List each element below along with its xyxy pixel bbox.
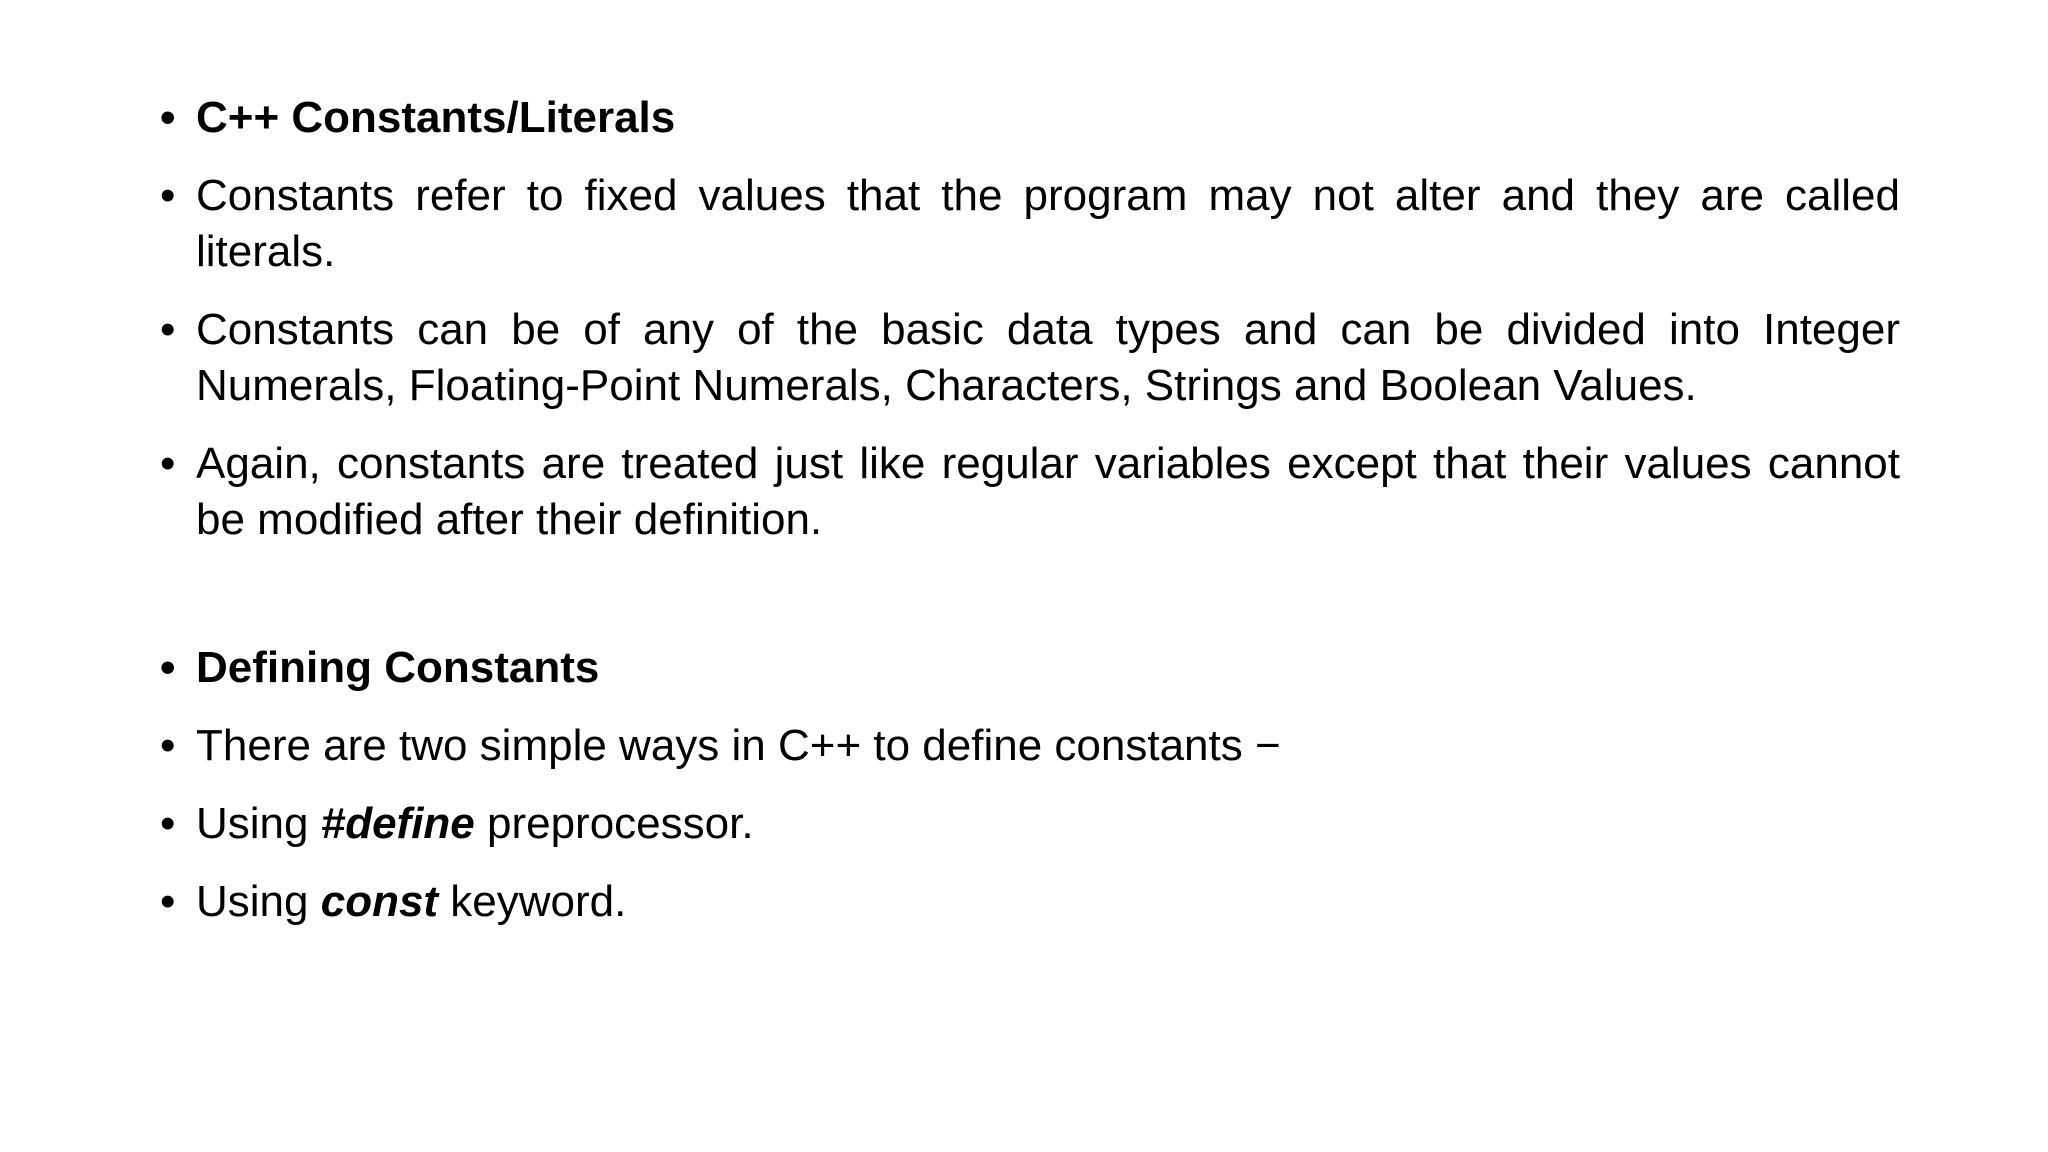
define-keyword: #define: [320, 799, 475, 848]
heading-constants-literals: • C++ Constants/Literals: [160, 90, 1900, 146]
bullet-two-ways: • There are two simple ways in C++ to define constants −: [160, 718, 1900, 774]
bullet-constants-treated: • Again, constants are treated just like regular variables except that their values cannot be modified after their definition.: [160, 436, 1900, 548]
spacer: [160, 570, 1900, 640]
using-const-prefix: Using: [196, 877, 321, 926]
bullet-constants-definition: • Constants refer to fixed values that the program may not alter and they are called literals.: [160, 168, 1900, 280]
slide-body: [160, 90, 1900, 952]
bullet-constants-types: • Constants can be of any of the basic data types and can be divided into Integer Numerals, Floating-Point Numerals, Characters, Strings and Boolean Values.: [160, 302, 1900, 414]
bullet-using-define: [160, 796, 1900, 852]
const-keyword: const: [320, 877, 439, 926]
using-define-prefix: Using: [196, 799, 321, 848]
bullet-using-const: [160, 874, 1900, 930]
using-define-suffix: preprocessor.: [474, 799, 754, 848]
using-const-suffix: keyword.: [438, 877, 627, 926]
heading-defining-constants: • Defining Constants: [160, 640, 1900, 696]
